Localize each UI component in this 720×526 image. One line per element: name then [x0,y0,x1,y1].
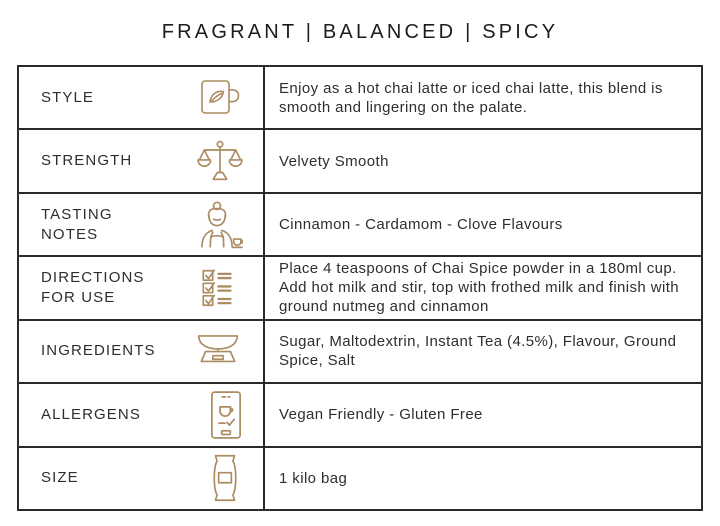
page-title: FRAGRANT | BALANCED | SPICY [161,21,559,43]
spec-value: Enjoy as a hot chai latte or iced chai latte, this blend is smooth and lingering on the palate. [279,79,663,116]
spec-label: STYLE [41,88,95,106]
spec-value: Cinnamon - Cardamom - Clove Flavours [279,216,563,234]
spec-table [17,65,703,511]
scales-icon [197,140,243,182]
bag-icon [207,453,243,503]
spec-label: SIZE [41,469,79,487]
spec-label: DIRECTIONS FOR USE [41,268,145,306]
spec-value: Velvety Smooth [279,152,389,170]
spec-row-tasting-notes [19,192,701,255]
spec-row-strength [19,128,701,191]
spec-value: 1 kilo bag [279,469,348,487]
spec-label: TASTING NOTES [41,205,113,243]
spec-value: Vegan Friendly - Gluten Free [279,406,483,424]
spec-row-directions [19,255,701,318]
kitchen-scale-icon [193,331,243,371]
phone-order-icon [209,390,243,440]
spec-row-ingredients [19,319,701,382]
spec-value: Place 4 teaspoons of Chai Spice powder in a 180ml cup. Add hot milk and stir, top with frothed milk and finish with ground nutmeg and cinnamon [279,260,680,316]
spec-row-style [19,67,701,128]
spec-label: ALLERGENS [41,405,141,423]
spec-label: INGREDIENTS [41,342,156,360]
spec-label: STRENGTH [41,152,133,170]
spec-row-size [19,446,701,509]
barista-icon [191,201,243,249]
checklist-icon [197,267,243,309]
mug-icon [197,77,243,119]
spec-row-allergens [19,382,701,445]
spec-value: Sugar, Maltodextrin, Instant Tea (4.5%), Flavour, Ground Spice, Salt [279,333,677,370]
